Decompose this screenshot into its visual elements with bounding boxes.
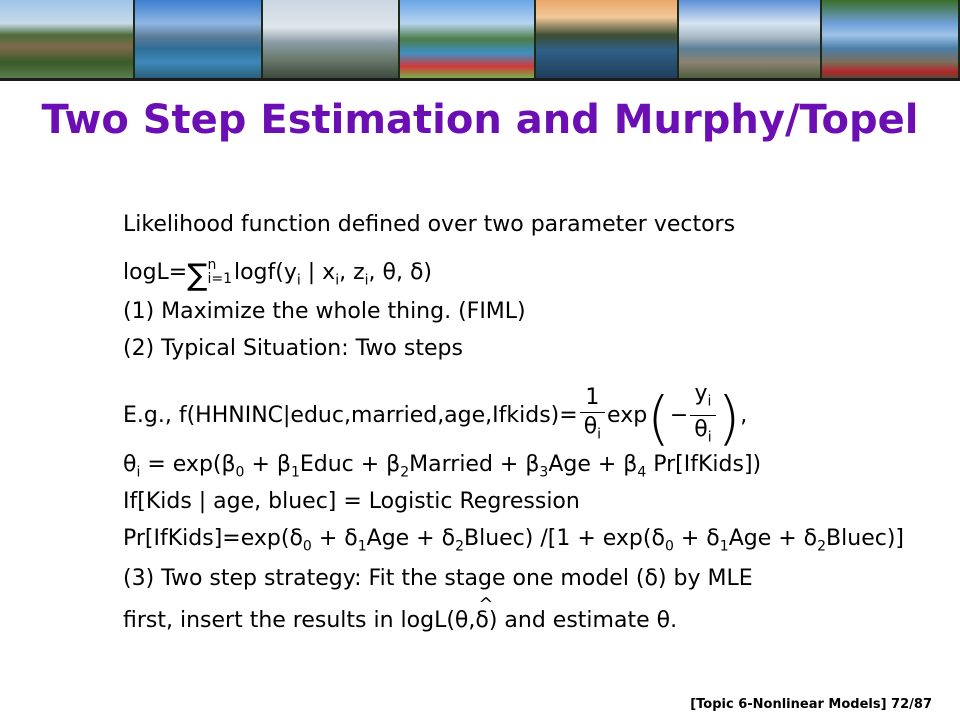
banner-photo-lakeside-promenade — [263, 0, 400, 78]
header-photo-banner — [0, 0, 960, 78]
line-probability-ifkids: $Pr[IfKids]=\exp(\delta_0 + \delta_1Age$ + $\delta_2Bluec$) $/[1 + \exp(\delta_0 + \delta_1Age$ + $\delta_2Bluec$)] — [123, 526, 904, 555]
line-logistic-regression: If[Kids | age, bluec] = Logistic Regression — [123, 489, 580, 514]
banner-photo-lake-mountains — [135, 0, 263, 78]
slide-footer: [Topic 6-Nonlinear Models] 72/87 — [690, 697, 932, 712]
line-theta-specification: $\theta_i = \exp(\beta_0$ + $\beta_1Educ$ + $\beta_2Married + \beta_3Age + \beta_4$ Pr[IfKids]) — [123, 452, 762, 481]
banner-photo-sunset-mountain — [536, 0, 679, 78]
line-insert-estimate: first, insert the results in logL(θ, ^ δ) and estimate θ. — [123, 594, 678, 633]
line-step-3-strategy: (3) Two step strategy: Fit the stage one model (δ) by MLE — [123, 566, 753, 591]
banner-photo-lake-view — [679, 0, 822, 78]
banner-photo-lakeside-bench — [822, 0, 960, 78]
line-likelihood-intro: Likelihood function defined over two parameter vectors — [123, 212, 736, 237]
banner-photo-hillside-town — [0, 0, 135, 78]
line-step-1-fiml: (1) Maximize the whole thing. (FIML) — [123, 299, 526, 324]
banner-divider — [0, 78, 960, 81]
line-step-2-typical: (2) Typical Situation: Two steps — [123, 336, 463, 361]
banner-photo-lake-garden — [400, 0, 536, 78]
line-loglikelihood-formula: logL=∑n $i=1\log f(y_i$ | $x_i$, $z_i$, θ, δ) — [123, 257, 432, 293]
line-example-density: E.g., f(HHNINC|educ,married,age,Ifkids)= $\frac{1}{\theta_i}$ exp(− $\frac{y_i}{\theta_i}$ ), — [123, 381, 748, 452]
slide-title: Two Step Estimation and Murphy/Topel — [41, 97, 919, 143]
